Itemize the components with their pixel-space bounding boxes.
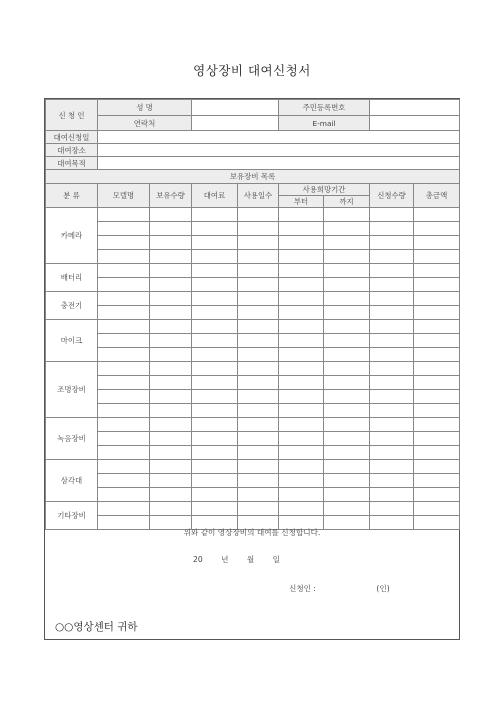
- equipment-cell[interactable]: [370, 250, 414, 264]
- col-owned-qty: 보유수량: [150, 184, 192, 208]
- equipment-cell[interactable]: [150, 404, 192, 418]
- equipment-cell[interactable]: [370, 208, 414, 222]
- applicant-signature-label: 신청인 :: [289, 584, 316, 593]
- equipment-cell[interactable]: [238, 376, 279, 390]
- equipment-row: [46, 320, 460, 334]
- equipment-cell[interactable]: [192, 446, 238, 460]
- equipment-cell[interactable]: [150, 488, 192, 502]
- equipment-cell[interactable]: [414, 460, 460, 474]
- equipment-cell[interactable]: [98, 376, 150, 390]
- equipment-cell[interactable]: [279, 446, 324, 460]
- equipment-cell[interactable]: [414, 418, 460, 432]
- equipment-cell[interactable]: [324, 334, 370, 348]
- col-period-from: 부터: [279, 196, 324, 208]
- equipment-cell[interactable]: [414, 334, 460, 348]
- equipment-cell[interactable]: [192, 292, 238, 306]
- equipment-cell[interactable]: [150, 474, 192, 488]
- equipment-cell[interactable]: [98, 390, 150, 404]
- application-table: [45, 99, 460, 530]
- equipment-cell[interactable]: [414, 320, 460, 334]
- equipment-cell[interactable]: [279, 250, 324, 264]
- equipment-cell[interactable]: [370, 404, 414, 418]
- equipment-cell[interactable]: [279, 264, 324, 278]
- equipment-cell[interactable]: [150, 236, 192, 250]
- equipment-cell[interactable]: [98, 488, 150, 502]
- equipment-cell[interactable]: [98, 236, 150, 250]
- equipment-cell[interactable]: [150, 446, 192, 460]
- equipment-cell[interactable]: [414, 236, 460, 250]
- equipment-cell[interactable]: [192, 474, 238, 488]
- rental-purpose-field[interactable]: [98, 157, 460, 170]
- equipment-cell[interactable]: [192, 362, 238, 376]
- id-number-label: 주민등록번호: [279, 100, 370, 116]
- equipment-cell[interactable]: [98, 292, 150, 306]
- equipment-cell[interactable]: [414, 278, 460, 292]
- equipment-cell[interactable]: [324, 474, 370, 488]
- equipment-cell[interactable]: [414, 362, 460, 376]
- equipment-cell[interactable]: [150, 320, 192, 334]
- equipment-cell[interactable]: [150, 292, 192, 306]
- contact-label: 연락처: [98, 116, 192, 131]
- equipment-cell[interactable]: [324, 306, 370, 320]
- equipment-cell[interactable]: [279, 474, 324, 488]
- equipment-cell[interactable]: [279, 222, 324, 236]
- equipment-cell[interactable]: [279, 208, 324, 222]
- equipment-cell[interactable]: [238, 222, 279, 236]
- category-label: 충전기: [46, 292, 98, 320]
- equipment-cell[interactable]: [98, 432, 150, 446]
- equipment-row: [46, 222, 460, 236]
- applicant-label: 신 청 인: [46, 100, 98, 131]
- equipment-cell[interactable]: [192, 404, 238, 418]
- equipment-cell[interactable]: [279, 348, 324, 362]
- rental-purpose-label: 대여목적: [46, 157, 98, 170]
- equipment-row: [46, 334, 460, 348]
- category-label: 녹음장비: [46, 418, 98, 460]
- equipment-cell[interactable]: [414, 390, 460, 404]
- equipment-cell[interactable]: [98, 418, 150, 432]
- equipment-cell[interactable]: [238, 292, 279, 306]
- equipment-cell[interactable]: [370, 418, 414, 432]
- col-period: 사용희망기간: [279, 184, 370, 196]
- name-label: 성 명: [98, 100, 192, 116]
- equipment-row: [46, 236, 460, 250]
- equipment-cell[interactable]: [192, 502, 238, 516]
- equipment-cell[interactable]: [192, 348, 238, 362]
- equipment-cell[interactable]: [279, 390, 324, 404]
- equipment-cell[interactable]: [370, 278, 414, 292]
- equipment-cell[interactable]: [370, 390, 414, 404]
- equipment-cell[interactable]: [238, 390, 279, 404]
- equipment-row: [46, 306, 460, 320]
- category-label: 카메라: [46, 208, 98, 264]
- equipment-cell[interactable]: [370, 376, 414, 390]
- name-field[interactable]: [192, 100, 279, 116]
- equipment-cell[interactable]: [238, 250, 279, 264]
- col-period-to: 까지: [324, 196, 370, 208]
- equipment-cell[interactable]: [238, 404, 279, 418]
- equipment-cell[interactable]: [150, 306, 192, 320]
- equipment-cell[interactable]: [192, 390, 238, 404]
- equipment-cell[interactable]: [414, 432, 460, 446]
- equipment-cell[interactable]: [98, 334, 150, 348]
- equipment-cell[interactable]: [150, 250, 192, 264]
- applicant-signature: [289, 583, 390, 594]
- equipment-row: [46, 292, 460, 306]
- equipment-cell[interactable]: [279, 306, 324, 320]
- equipment-cell[interactable]: [238, 306, 279, 320]
- equipment-cell[interactable]: [279, 334, 324, 348]
- equipment-cell[interactable]: [414, 404, 460, 418]
- equipment-cell[interactable]: [279, 502, 324, 516]
- equipment-cell[interactable]: [370, 362, 414, 376]
- equipment-cell[interactable]: [370, 460, 414, 474]
- equipment-cell[interactable]: [98, 474, 150, 488]
- equipment-row: [46, 404, 460, 418]
- equipment-cell[interactable]: [192, 320, 238, 334]
- equipment-cell[interactable]: [279, 320, 324, 334]
- equipment-cell[interactable]: [238, 446, 279, 460]
- equipment-cell[interactable]: [370, 222, 414, 236]
- equipment-cell[interactable]: [150, 460, 192, 474]
- equipment-cell[interactable]: [279, 362, 324, 376]
- equipment-cell[interactable]: [150, 432, 192, 446]
- category-label: 기타장비: [46, 502, 98, 530]
- equipment-cell[interactable]: [414, 502, 460, 516]
- equipment-cell[interactable]: [324, 292, 370, 306]
- equipment-row: [46, 376, 460, 390]
- equipment-cell[interactable]: [238, 236, 279, 250]
- equipment-cell[interactable]: [370, 292, 414, 306]
- equipment-cell[interactable]: [414, 488, 460, 502]
- equipment-cell[interactable]: [238, 208, 279, 222]
- equipment-row: [46, 460, 460, 474]
- equipment-cell[interactable]: [98, 306, 150, 320]
- equipment-cell[interactable]: [279, 432, 324, 446]
- category-label: 삼각대: [46, 460, 98, 502]
- equipment-cell[interactable]: [414, 250, 460, 264]
- equipment-cell[interactable]: [238, 334, 279, 348]
- col-fee: 대여료: [192, 184, 238, 208]
- equipment-cell[interactable]: [279, 292, 324, 306]
- equipment-cell[interactable]: [98, 208, 150, 222]
- col-total: 총금액: [414, 184, 460, 208]
- rental-place-field[interactable]: [98, 144, 460, 157]
- equipment-cell[interactable]: [192, 222, 238, 236]
- equipment-cell[interactable]: [238, 362, 279, 376]
- equipment-cell[interactable]: [192, 306, 238, 320]
- equipment-row: [46, 208, 460, 222]
- application-date: [193, 554, 294, 565]
- equipment-cell[interactable]: [238, 348, 279, 362]
- rental-place-label: 대여장소: [46, 144, 98, 157]
- equipment-cell[interactable]: [238, 320, 279, 334]
- id-number-field[interactable]: [370, 100, 460, 116]
- equipment-cell[interactable]: [98, 460, 150, 474]
- equipment-cell[interactable]: [370, 306, 414, 320]
- equipment-cell[interactable]: [324, 502, 370, 516]
- rental-date-label: 대여신청일: [46, 131, 98, 144]
- equipment-cell[interactable]: [279, 488, 324, 502]
- seal-mark: (인): [376, 584, 390, 593]
- equipment-cell[interactable]: [414, 292, 460, 306]
- rental-application-form: [44, 98, 460, 640]
- category-label: 조명장비: [46, 362, 98, 418]
- contact-field[interactable]: [192, 116, 279, 131]
- equipment-cell[interactable]: [279, 236, 324, 250]
- equipment-cell[interactable]: [150, 334, 192, 348]
- form-title: 영상장비 대여신청서: [193, 63, 311, 78]
- equipment-cell[interactable]: [370, 236, 414, 250]
- date-month-unit: 월: [246, 555, 255, 564]
- equipment-cell[interactable]: [414, 446, 460, 460]
- equipment-cell[interactable]: [370, 348, 414, 362]
- equipment-cell[interactable]: [238, 460, 279, 474]
- equipment-cell[interactable]: [150, 362, 192, 376]
- equipment-row: [46, 264, 460, 278]
- equipment-cell[interactable]: [192, 208, 238, 222]
- equipment-row: [46, 348, 460, 362]
- equipment-cell[interactable]: [150, 348, 192, 362]
- equipment-cell[interactable]: [238, 278, 279, 292]
- col-category: 분 류: [46, 184, 98, 208]
- equipment-cell[interactable]: [192, 418, 238, 432]
- equipment-row: [46, 488, 460, 502]
- equipment-cell[interactable]: [370, 488, 414, 502]
- col-model: 모델명: [98, 184, 150, 208]
- equipment-cell[interactable]: [414, 376, 460, 390]
- equipment-cell[interactable]: [238, 488, 279, 502]
- equipment-cell[interactable]: [414, 222, 460, 236]
- email-label: E-mail: [279, 116, 370, 131]
- equipment-cell[interactable]: [150, 208, 192, 222]
- equipment-cell[interactable]: [324, 376, 370, 390]
- equipment-cell[interactable]: [98, 362, 150, 376]
- equipment-cell[interactable]: [414, 474, 460, 488]
- equipment-list-header: 보유장비 목록: [46, 170, 460, 184]
- equipment-cell[interactable]: [98, 446, 150, 460]
- date-year-unit: 년: [221, 555, 229, 564]
- equipment-cell[interactable]: [192, 278, 238, 292]
- equipment-row: [46, 250, 460, 264]
- equipment-row: [46, 390, 460, 404]
- equipment-cell[interactable]: [414, 306, 460, 320]
- equipment-cell[interactable]: [324, 250, 370, 264]
- equipment-cell[interactable]: [150, 278, 192, 292]
- category-label: 배터리: [46, 264, 98, 292]
- declaration-text: 위와 같이 영상장비의 대여를 신청합니다.: [183, 528, 321, 537]
- equipment-cell[interactable]: [238, 474, 279, 488]
- equipment-cell[interactable]: [98, 404, 150, 418]
- equipment-cell[interactable]: [279, 278, 324, 292]
- equipment-cell[interactable]: [192, 264, 238, 278]
- equipment-row: [46, 474, 460, 488]
- equipment-cell[interactable]: [370, 264, 414, 278]
- equipment-cell[interactable]: [324, 390, 370, 404]
- equipment-cell[interactable]: [324, 278, 370, 292]
- equipment-cell[interactable]: [192, 250, 238, 264]
- equipment-cell[interactable]: [192, 236, 238, 250]
- equipment-cell[interactable]: [324, 222, 370, 236]
- equipment-cell[interactable]: [192, 376, 238, 390]
- equipment-cell[interactable]: [150, 418, 192, 432]
- equipment-cell[interactable]: [150, 502, 192, 516]
- date-year: 20: [193, 555, 203, 564]
- equipment-row: [46, 446, 460, 460]
- equipment-cell[interactable]: [192, 488, 238, 502]
- equipment-cell[interactable]: [150, 376, 192, 390]
- equipment-cell[interactable]: [279, 404, 324, 418]
- equipment-cell[interactable]: [98, 348, 150, 362]
- col-request-qty: 신청수량: [370, 184, 414, 208]
- equipment-cell[interactable]: [370, 474, 414, 488]
- equipment-cell[interactable]: [370, 502, 414, 516]
- equipment-cell[interactable]: [370, 432, 414, 446]
- equipment-cell[interactable]: [324, 208, 370, 222]
- equipment-cell[interactable]: [238, 432, 279, 446]
- equipment-cell[interactable]: [279, 418, 324, 432]
- equipment-cell[interactable]: [324, 264, 370, 278]
- equipment-cell[interactable]: [238, 418, 279, 432]
- equipment-cell[interactable]: [324, 404, 370, 418]
- addressee: ○○영상센터 귀하: [55, 621, 138, 633]
- equipment-cell[interactable]: [324, 320, 370, 334]
- equipment-row: [46, 432, 460, 446]
- rental-date-field[interactable]: [98, 131, 460, 144]
- equipment-cell[interactable]: [324, 418, 370, 432]
- equipment-cell[interactable]: [150, 390, 192, 404]
- equipment-row: [46, 362, 460, 376]
- equipment-cell[interactable]: [324, 362, 370, 376]
- equipment-cell[interactable]: [324, 460, 370, 474]
- equipment-cell[interactable]: [238, 264, 279, 278]
- equipment-cell[interactable]: [324, 432, 370, 446]
- equipment-cell[interactable]: [370, 320, 414, 334]
- equipment-row: [46, 278, 460, 292]
- equipment-cell[interactable]: [98, 278, 150, 292]
- equipment-cell[interactable]: [192, 432, 238, 446]
- equipment-cell[interactable]: [279, 460, 324, 474]
- equipment-cell[interactable]: [98, 222, 150, 236]
- equipment-cell[interactable]: [414, 264, 460, 278]
- equipment-cell[interactable]: [192, 334, 238, 348]
- equipment-cell[interactable]: [98, 250, 150, 264]
- equipment-cell[interactable]: [150, 264, 192, 278]
- date-day-unit: 일: [272, 555, 280, 564]
- equipment-cell[interactable]: [414, 208, 460, 222]
- equipment-cell[interactable]: [324, 348, 370, 362]
- equipment-row: [46, 502, 460, 516]
- equipment-cell[interactable]: [414, 348, 460, 362]
- equipment-cell[interactable]: [324, 236, 370, 250]
- equipment-cell[interactable]: [324, 488, 370, 502]
- equipment-cell[interactable]: [98, 502, 150, 516]
- equipment-cell[interactable]: [279, 376, 324, 390]
- equipment-cell[interactable]: [150, 222, 192, 236]
- equipment-cell[interactable]: [98, 264, 150, 278]
- email-field[interactable]: [370, 116, 460, 131]
- category-label: 마이크: [46, 320, 98, 362]
- equipment-cell[interactable]: [370, 334, 414, 348]
- equipment-row: [46, 418, 460, 432]
- equipment-cell[interactable]: [370, 446, 414, 460]
- col-days: 사용일수: [238, 184, 279, 208]
- equipment-cell[interactable]: [324, 446, 370, 460]
- equipment-cell[interactable]: [238, 502, 279, 516]
- equipment-cell[interactable]: [192, 460, 238, 474]
- equipment-cell[interactable]: [98, 320, 150, 334]
